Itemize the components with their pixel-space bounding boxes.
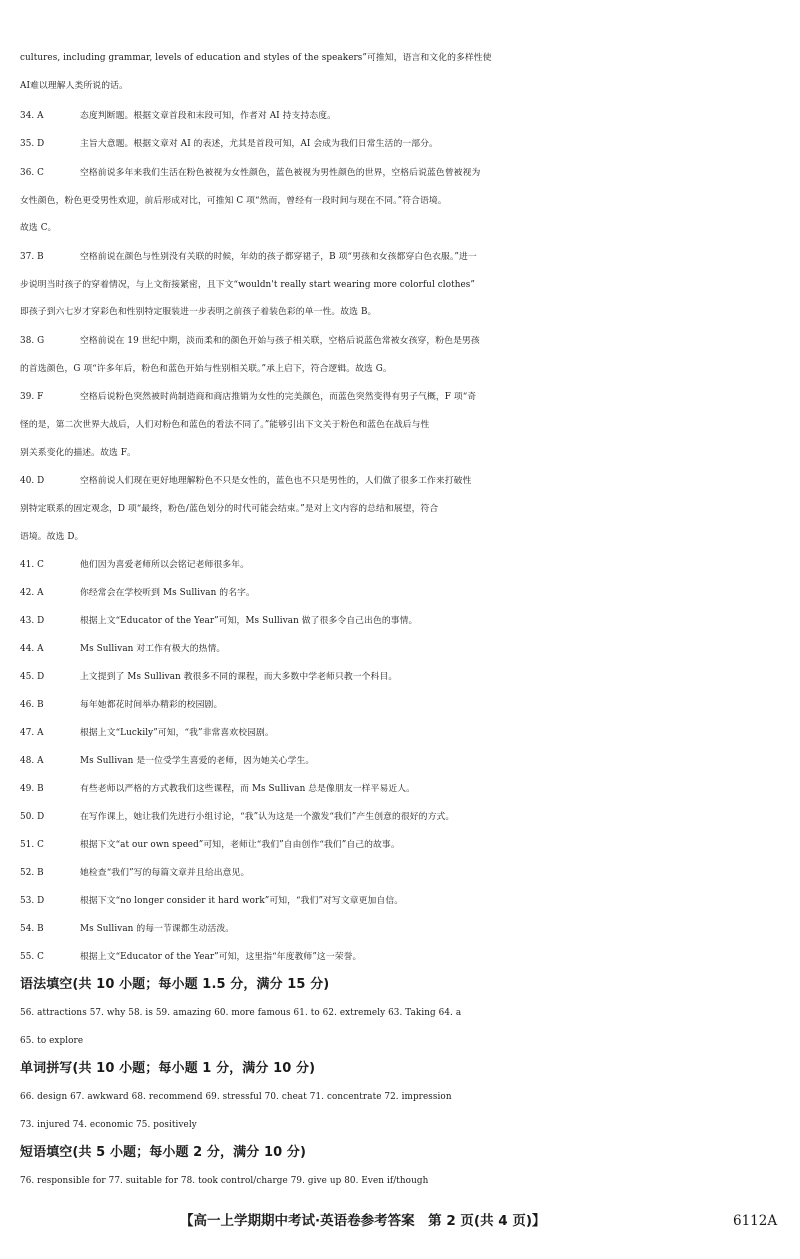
answer-continuation-line xyxy=(20,1004,785,1022)
answer-text: 他们因为喜爱老师所以会铭记老师很多年。 xyxy=(80,560,250,570)
answer-number: 46. B xyxy=(20,700,44,710)
answer-text: 空格前说在 19 世纪中期，淡而柔和的颜色开始与孩子相关联，空格后说蓝色常被女孩穿，粉色是男孩 xyxy=(80,336,480,346)
answer-text: 别特定联系的固定观念，D 项“最终，粉色/蓝色划分的时代可能会结束。”是对上文内容的总结和展望，符合 xyxy=(20,504,439,514)
answer-continuation-line xyxy=(20,444,785,462)
answer-number: 44. A xyxy=(20,644,44,654)
answer-text: 女性颜色，粉色更受男性欢迎，前后形成对比，可推知 C 项“然而，曾经有一段时间与现在不同。”符合语境。 xyxy=(20,196,447,206)
answer-continuation-line xyxy=(20,219,785,237)
answer-text: 语境。故选 D。 xyxy=(20,532,84,542)
answer-text: 76. responsible for 77. suitable for 78. took control/charge 79. give up 80. Even if/though xyxy=(20,1176,429,1186)
section-title: 单词拼写(共 10 小题；每小题 1 分，满分 10 分) xyxy=(20,1061,316,1076)
section-heading xyxy=(20,976,785,995)
answer-text: 空格前说人们现在更好地理解粉色不只是女性的，蓝色也不只是男性的，人们做了很多工作来打破性 xyxy=(80,476,472,486)
answer-number: 49. B xyxy=(20,784,44,794)
answer-line xyxy=(20,948,785,966)
answer-number: 35. D xyxy=(20,139,45,149)
answer-line xyxy=(20,696,785,714)
answer-continuation-line xyxy=(20,303,785,321)
answer-text: 65. to explore xyxy=(20,1036,84,1046)
answer-line xyxy=(20,164,785,182)
page-footer: 【高一上学期期中考试·英语卷参考答案 第 2 页(共 4 页)】 xyxy=(180,1213,546,1229)
answer-text: 根据上文“Luckily”可知，“我”非常喜欢校园剧。 xyxy=(80,728,274,738)
answer-line xyxy=(20,332,785,350)
answer-text: 的首选颜色，G 项“许多年后，粉色和蓝色开始与性别相关联。”承上启下，符合逻辑。故选 G。 xyxy=(20,364,392,374)
answer-line xyxy=(20,892,785,910)
answer-text: 在写作课上，她让我们先进行小组讨论，“我”认为这是一个激发“我们”产生创意的很好的方式。 xyxy=(80,812,455,822)
answer-text: 空格前说多年来我们生活在粉色被视为女性颜色，蓝色被视为男性颜色的世界，空格后说蓝色曾被视为 xyxy=(80,168,481,178)
answer-line xyxy=(20,836,785,854)
answer-continuation-line xyxy=(20,49,785,67)
answer-line xyxy=(20,752,785,770)
answer-number: 50. D xyxy=(20,812,45,822)
section-heading xyxy=(20,1060,785,1079)
answer-number: 55. C xyxy=(20,952,45,962)
answer-number: 40. D xyxy=(20,476,45,486)
answer-number: 54. B xyxy=(20,924,44,934)
answer-line xyxy=(20,640,785,658)
answer-text: 有些老师以严格的方式教我们这些课程，而 Ms Sullivan 总是像朋友一样平易近人。 xyxy=(80,784,416,794)
section-title: 语法填空(共 10 小题；每小题 1.5 分，满分 15 分) xyxy=(20,977,330,992)
answer-text: 你经常会在学校听到 Ms Sullivan 的名字。 xyxy=(80,588,255,598)
answer-text: cultures, including grammar, levels of education and styles of the speakers”可推知，语言和文化的多样性使 xyxy=(20,53,492,63)
answer-line xyxy=(20,472,785,490)
answer-text: 主旨大意题。根据文章对 AI 的表述，尤其是首段可知，AI 会成为我们日常生活的一部分。 xyxy=(80,139,438,149)
answer-text: 根据下文“at our own speed”可知，老师让“我们”自由创作“我们”自己的故事。 xyxy=(80,840,400,850)
answer-text: 别关系变化的描述。故选 F。 xyxy=(20,448,136,458)
answer-continuation-line xyxy=(20,1088,785,1106)
answer-number: 38. G xyxy=(20,336,45,346)
answer-text: 66. design 67. awkward 68. recommend 69. stressful 70. cheat 71. concentrate 72. impression xyxy=(20,1092,452,1102)
answer-text: 空格后说粉色突然被时尚制造商和商店推销为女性的完美颜色，而蓝色突然变得有男子气概，F 项“奇 xyxy=(80,392,477,402)
answer-line xyxy=(20,584,785,602)
answer-text: 故选 C。 xyxy=(20,223,57,233)
answer-number: 39. F xyxy=(20,392,44,402)
answer-text: Ms Sullivan 是一位受学生喜爱的老师，因为她关心学生。 xyxy=(80,756,315,766)
answer-continuation-line xyxy=(20,276,785,294)
answer-line xyxy=(20,808,785,826)
answer-number: 51. C xyxy=(20,840,45,850)
answer-text: 根据上文“Educator of the Year”可知，Ms Sullivan 做了很多令自己出色的事情。 xyxy=(80,616,418,626)
answer-number: 43. D xyxy=(20,616,45,626)
answer-continuation-line xyxy=(20,1032,785,1050)
answer-number: 42. A xyxy=(20,588,44,598)
answer-text: 怪的是，第二次世界大战后，人们对粉色和蓝色的看法不同了。”能够引出下文关于粉色和蓝色在战后与性 xyxy=(20,420,430,430)
section-title: 短语填空(共 5 小题；每小题 2 分，满分 10 分) xyxy=(20,1145,307,1160)
answer-continuation-line xyxy=(20,416,785,434)
answer-number: 48. A xyxy=(20,756,44,766)
answer-text: Ms Sullivan 的每一节课都生动活泼。 xyxy=(80,924,235,934)
answer-continuation-line xyxy=(20,528,785,546)
answer-number: 47. A xyxy=(20,728,44,738)
answer-line xyxy=(20,668,785,686)
answer-text: 空格前说在颜色与性别没有关联的时候，年幼的孩子都穿裙子，B 项“男孩和女孩都穿白色衣服。”进一 xyxy=(80,252,477,262)
answer-number: 34. A xyxy=(20,111,44,121)
answer-text: 56. attractions 57. why 58. is 59. amazing 60. more famous 61. to 62. extremely 63. Taking 64. a xyxy=(20,1008,462,1018)
answer-line xyxy=(20,780,785,798)
answer-text: 她检查“我们”写的每篇文章并且给出意见。 xyxy=(80,868,250,878)
answer-number: 45. D xyxy=(20,672,45,682)
answer-line xyxy=(20,556,785,574)
answer-line xyxy=(20,724,785,742)
answer-continuation-line xyxy=(20,1116,785,1134)
answer-text: AI难以理解人类所说的话。 xyxy=(20,81,128,91)
answer-number: 41. C xyxy=(20,560,45,570)
answer-continuation-line xyxy=(20,500,785,518)
answer-text: 上文提到了 Ms Sullivan 教很多不同的课程，而大多数中学老师只教一个科目。 xyxy=(80,672,398,682)
answer-line xyxy=(20,864,785,882)
answer-continuation-line xyxy=(20,192,785,210)
answer-line xyxy=(20,388,785,406)
answer-number: 37. B xyxy=(20,252,44,262)
paper-code: 6112A xyxy=(733,1213,778,1229)
answer-continuation-line xyxy=(20,77,785,95)
answer-continuation-line xyxy=(20,1172,785,1190)
answer-line xyxy=(20,612,785,630)
answer-text: 即孩子到六七岁才穿彩色和性别特定服装进一步表明之前孩子着装色彩的单一性。故选 B。 xyxy=(20,307,377,317)
answer-text: 每年她都花时间举办精彩的校园剧。 xyxy=(80,700,223,710)
answer-line xyxy=(20,248,785,266)
answer-text: 根据下文“no longer consider it hard work”可知，“我们”对写文章更加自信。 xyxy=(80,896,404,906)
answer-text: 态度判断题。根据文章首段和末段可知，作者对 AI 持支持态度。 xyxy=(80,111,337,121)
answer-line xyxy=(20,920,785,938)
answer-number: 53. D xyxy=(20,896,45,906)
answer-continuation-line xyxy=(20,360,785,378)
section-heading xyxy=(20,1144,785,1163)
answer-line xyxy=(20,107,785,125)
answer-line xyxy=(20,135,785,153)
answer-text: 根据上文“Educator of the Year”可知，这里指“年度教师”这一荣誉。 xyxy=(80,952,362,962)
answer-text: Ms Sullivan 对工作有极大的热情。 xyxy=(80,644,226,654)
answer-number: 52. B xyxy=(20,868,44,878)
answer-text: 步说明当时孩子的穿着情况，与上文衔接紧密，且下文“wouldn't really start wearing more colorful clothes” xyxy=(20,280,476,290)
answer-number: 36. C xyxy=(20,168,45,178)
answer-text: 73. injured 74. economic 75. positively xyxy=(20,1120,197,1130)
